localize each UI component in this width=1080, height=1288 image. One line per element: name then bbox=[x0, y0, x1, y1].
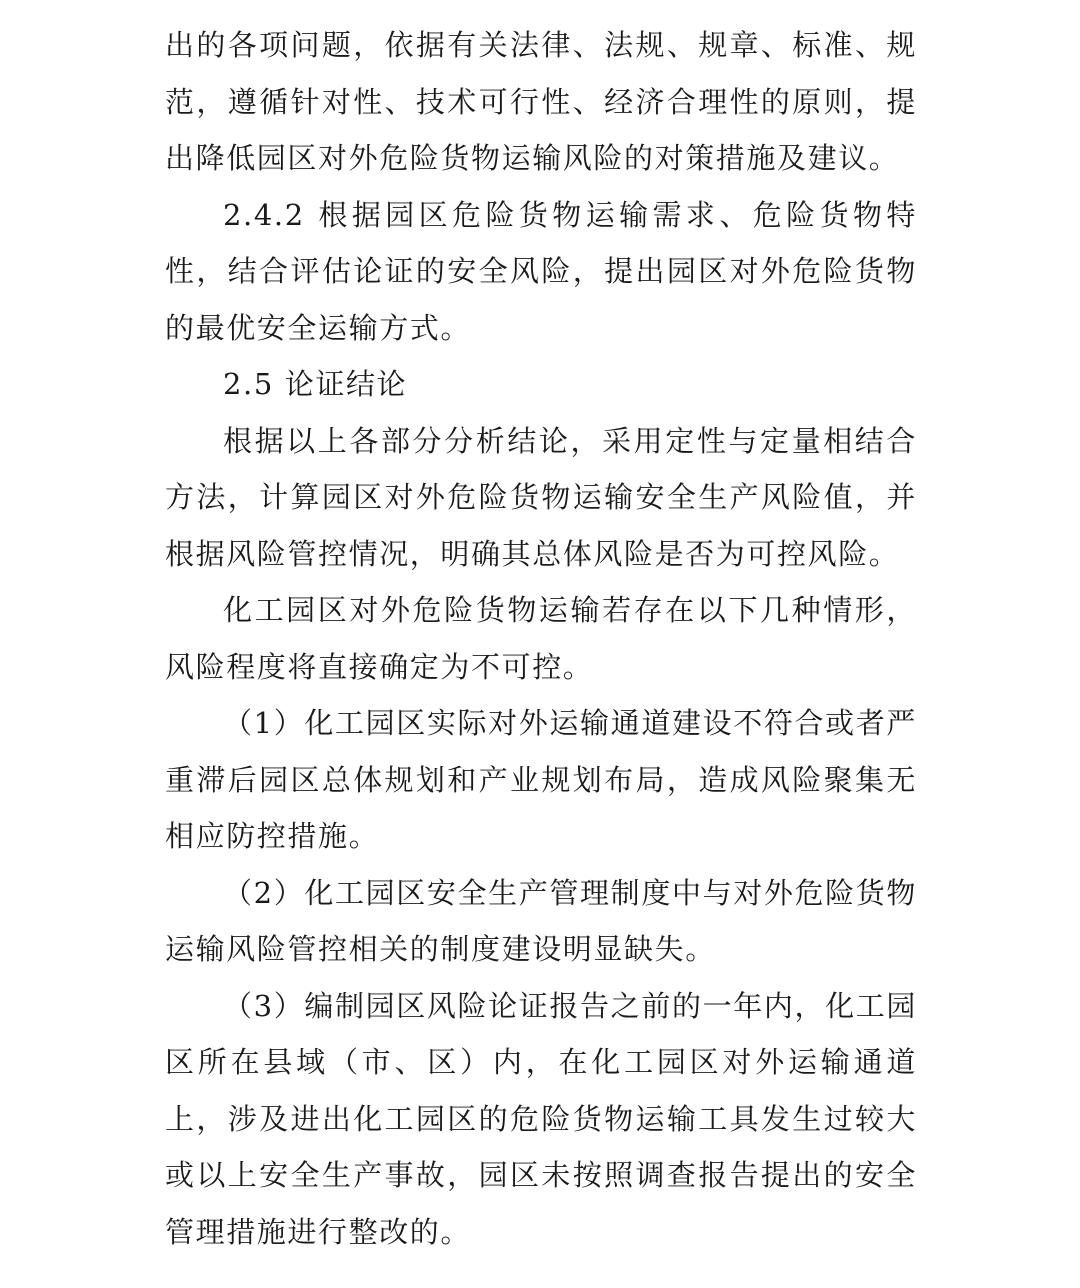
list-item-2: （2）化工园区安全生产管理制度中与对外危险货物运输风险管控相关的制度建设明显缺失。 bbox=[165, 875, 917, 966]
document-page bbox=[165, 17, 917, 1260]
clause-2-4-2: 2.4.2 根据园区危险货物运输需求、危险货物特性，结合评估论证的安全风险，提出园区对外危险货物的最优安全运输方式。 bbox=[165, 197, 917, 345]
paragraph-continuation: 出的各项问题，依据有关法律、法规、规章、标准、规范，遵循针对性、技术可行性、经济合理性的原则，提出降低园区对外危险货物运输风险的对策措施及建议。 bbox=[165, 28, 917, 175]
list-item-3: （3）编制园区风险论证报告之前的一年内，化工园区所在县域（市、区）内，在化工园区对外运输通道上，涉及进出化工园区的危险货物运输工具发生过较大或以上安全生产事故，园区未按照调查报告提出的安全管理措施进行整改的。 bbox=[165, 988, 917, 1249]
paragraph-uncontrollable-intro: 化工园区对外危险货物运输若存在以下几种情形，风险程度将直接确定为不可控。 bbox=[165, 593, 917, 684]
section-heading-2-5: 2.5 论证结论 bbox=[223, 367, 408, 401]
paragraph-conclusion-method: 根据以上各部分分析结论，采用定性与定量相结合方法，计算园区对外危险货物运输安全生产风险值，并根据风险管控情况，明确其总体风险是否为可控风险。 bbox=[165, 423, 917, 571]
list-item-1: （1）化工园区实际对外运输通道建设不符合或者严重滞后园区总体规划和产业规划布局，造成风险聚集无相应防控措施。 bbox=[165, 706, 917, 853]
